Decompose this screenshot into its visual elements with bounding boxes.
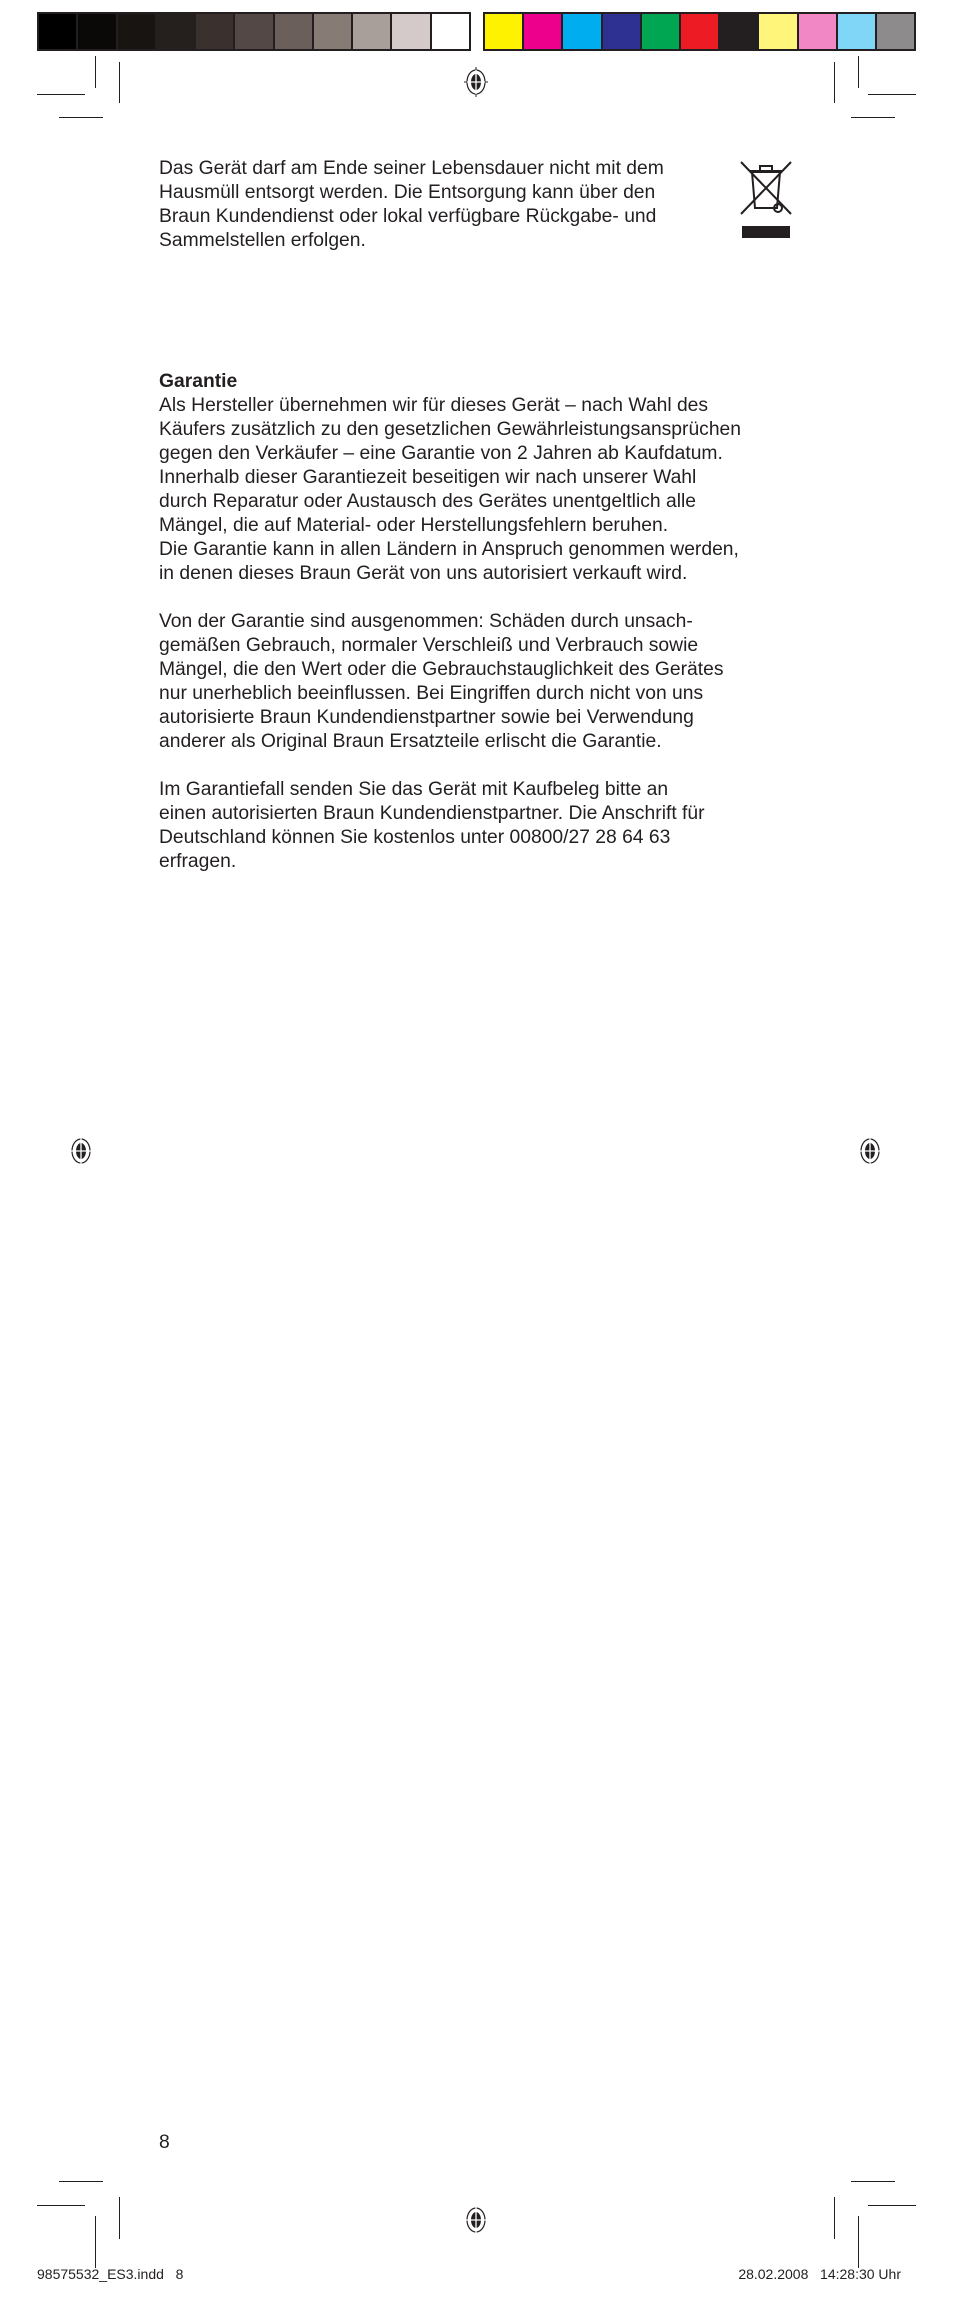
crop-mark: [37, 94, 85, 95]
registration-mark-icon: [464, 67, 488, 97]
crop-mark: [858, 2216, 859, 2268]
footer-timestamp: 28.02.2008 14:28:30 Uhr: [738, 2266, 901, 2282]
footer-filename: 98575532_ES3.indd 8: [37, 2266, 184, 2282]
crop-mark: [834, 62, 835, 103]
color-swatch: [759, 14, 796, 49]
color-swatch: [603, 14, 640, 49]
crop-mark: [119, 2197, 120, 2239]
color-swatch: [877, 14, 914, 49]
text-line: anderer als Original Braun Ersatzteile erlischt die Garantie.: [159, 731, 662, 752]
color-swatch: [157, 14, 194, 49]
crop-mark: [858, 56, 859, 88]
process-color-bar: [483, 12, 916, 51]
text-line: Von der Garantie sind ausgenommen: Schäden durch unsach-: [159, 611, 693, 632]
text-line: Als Hersteller übernehmen wir für dieses Gerät – nach Wahl des: [159, 395, 709, 416]
color-swatch: [524, 14, 561, 49]
crop-mark: [868, 94, 916, 95]
color-swatch: [118, 14, 155, 49]
text-line: Das Gerät darf am Ende seiner Lebensdauer nicht mit dem: [159, 158, 664, 179]
color-swatch: [485, 14, 522, 49]
crossed-out-wheelie-bin-icon: [738, 158, 794, 240]
color-swatch: [799, 14, 836, 49]
crop-mark: [119, 62, 120, 103]
text-line: autorisierte Braun Kundendienstpartner sowie bei Verwendung: [159, 707, 694, 728]
color-swatch: [642, 14, 679, 49]
text-line: durch Reparatur oder Austausch des Gerätes unentgeltlich alle: [159, 491, 696, 512]
text-line: in denen dieses Braun Gerät von uns autorisiert verkauft wird.: [159, 563, 688, 584]
page-number: 8: [159, 2132, 170, 2153]
crop-mark: [95, 56, 96, 88]
registration-mark-icon: [858, 1136, 882, 1166]
color-swatch: [78, 14, 115, 49]
text-line: gemäßen Gebrauch, normaler Verschleiß und Verbrauch sowie: [159, 635, 699, 656]
color-swatch: [432, 14, 469, 49]
crop-mark: [95, 2216, 96, 2268]
color-swatch: [314, 14, 351, 49]
color-swatch: [275, 14, 312, 49]
text-line: nur unerheblich beeinflussen. Bei Eingriffen durch nicht von uns: [159, 683, 704, 704]
crop-mark: [37, 2205, 85, 2206]
color-swatch: [563, 14, 600, 49]
crop-mark: [59, 117, 103, 118]
text-line: Sammelstellen erfolgen.: [159, 230, 366, 251]
color-swatch: [353, 14, 390, 49]
crop-mark: [851, 117, 895, 118]
gray-color-bar: [37, 12, 471, 51]
text-line: Mängel, die auf Material- oder Herstellungsfehlern beruhen.: [159, 515, 669, 536]
section-heading: Garantie: [159, 371, 238, 392]
color-swatch: [235, 14, 272, 49]
text-line: einen autorisierten Braun Kundendienstpartner. Die Anschrift für: [159, 803, 705, 824]
color-swatch: [392, 14, 429, 49]
color-swatch: [196, 14, 233, 49]
text-line: Die Garantie kann in allen Ländern in Anspruch genommen werden,: [159, 539, 739, 560]
color-swatch: [838, 14, 875, 49]
crop-mark: [834, 2197, 835, 2239]
text-line: Mängel, die den Wert oder die Gebrauchstauglichkeit des Gerätes: [159, 659, 724, 680]
crop-mark: [868, 2205, 916, 2206]
text-line: Braun Kundendienst oder lokal verfügbare Rückgabe- und: [159, 206, 657, 227]
crop-mark: [59, 2181, 103, 2182]
text-line: erfragen.: [159, 851, 237, 872]
text-line: Hausmüll entsorgt werden. Die Entsorgung kann über den: [159, 182, 656, 203]
color-swatch: [39, 14, 76, 49]
text-line: Deutschland können Sie kostenlos unter 00800/27 28 64 63: [159, 827, 671, 848]
warranty-section: [159, 370, 741, 874]
disposal-notice: [159, 157, 664, 253]
text-line: Im Garantiefall senden Sie das Gerät mit Kaufbeleg bitte an: [159, 779, 669, 800]
text-line: Innerhalb dieser Garantiezeit beseitigen wir nach unserer Wahl: [159, 467, 697, 488]
crop-mark: [851, 2181, 895, 2182]
color-swatch: [681, 14, 718, 49]
text-line: gegen den Verkäufer – eine Garantie von 2 Jahren ab Kaufdatum.: [159, 443, 723, 464]
registration-mark-icon: [69, 1136, 93, 1166]
color-swatch: [720, 14, 757, 49]
registration-mark-icon: [464, 2205, 488, 2235]
text-line: Käufers zusätzlich zu den gesetzlichen Gewährleistungsansprüchen: [159, 419, 741, 440]
